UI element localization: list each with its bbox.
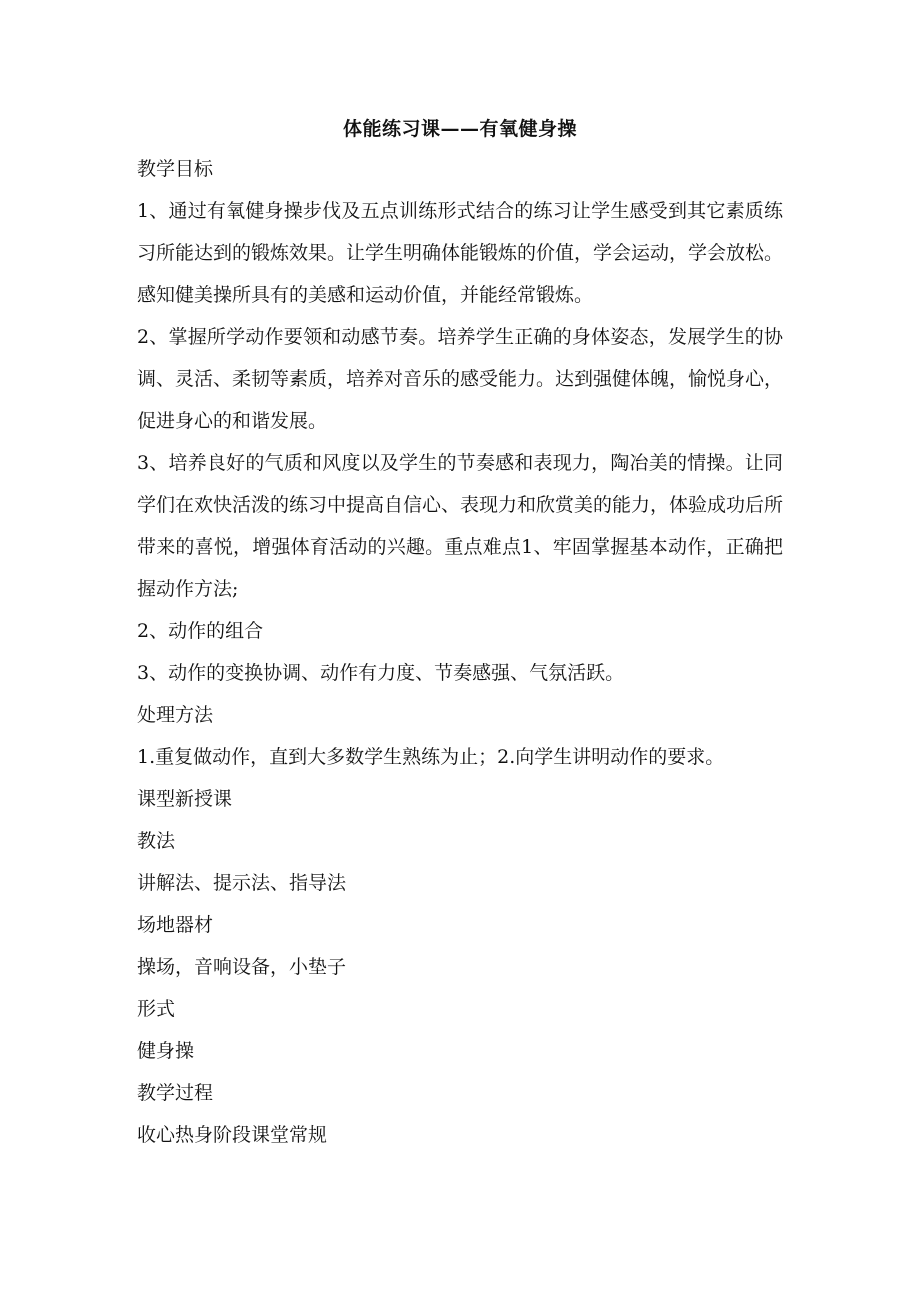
venue-equipment-list: 操场，音响设备，小垫子 bbox=[137, 956, 347, 978]
document-title: 体能练习课——有氧健身操 bbox=[342, 118, 577, 140]
heading-methods: 处理方法 bbox=[137, 704, 214, 726]
form-value: 健身操 bbox=[137, 1040, 195, 1062]
heading-form: 形式 bbox=[137, 998, 176, 1020]
heading-venue-equipment: 场地器材 bbox=[137, 914, 214, 936]
goal-paragraph-3: 3、培养良好的气质和风度以及学生的节奏感和表现力，陶冶美的情操。让同学们在欢快活泼的练习中提高自信心、表现力和欣赏美的能力，体验成功后所带来的喜悦，增强体育活动的兴趣。重点难点1、牢固掌握基本动作，正确把握动作方法; bbox=[137, 452, 784, 600]
key-point-3: 3、动作的变换协调、动作有力度、节奏感强、气氛活跃。 bbox=[137, 662, 625, 684]
heading-teaching-methods: 教法 bbox=[137, 830, 176, 852]
lesson-type: 课型新授课 bbox=[137, 788, 233, 810]
document-body bbox=[137, 148, 783, 1156]
process-stage-1: 收心热身阶段课堂常规 bbox=[137, 1124, 328, 1146]
goal-paragraph-1: 1、通过有氧健身操步伐及五点训练形式结合的练习让学生感受到其它素质练习所能达到的锻炼效果。让学生明确体能锻炼的价值，学会运动，学会放松。感知健美操所具有的美感和运动价值，并能经常锻炼。 bbox=[137, 200, 784, 306]
key-point-2: 2、动作的组合 bbox=[137, 620, 264, 642]
teaching-methods-list: 讲解法、提示法、指导法 bbox=[137, 872, 347, 894]
heading-teaching-goals: 教学目标 bbox=[137, 158, 214, 180]
heading-teaching-process: 教学过程 bbox=[137, 1082, 214, 1104]
methods-paragraph: 1.重复做动作，直到大多数学生熟练为止；2.向学生讲明动作的要求。 bbox=[137, 746, 725, 768]
goal-paragraph-2: 2、掌握所学动作要领和动感节奏。培养学生正确的身体姿态，发展学生的协调、灵活、柔韧等素质，培养对音乐的感受能力。达到强健体魄，愉悦身心，促进身心的和谐发展。 bbox=[137, 326, 784, 432]
